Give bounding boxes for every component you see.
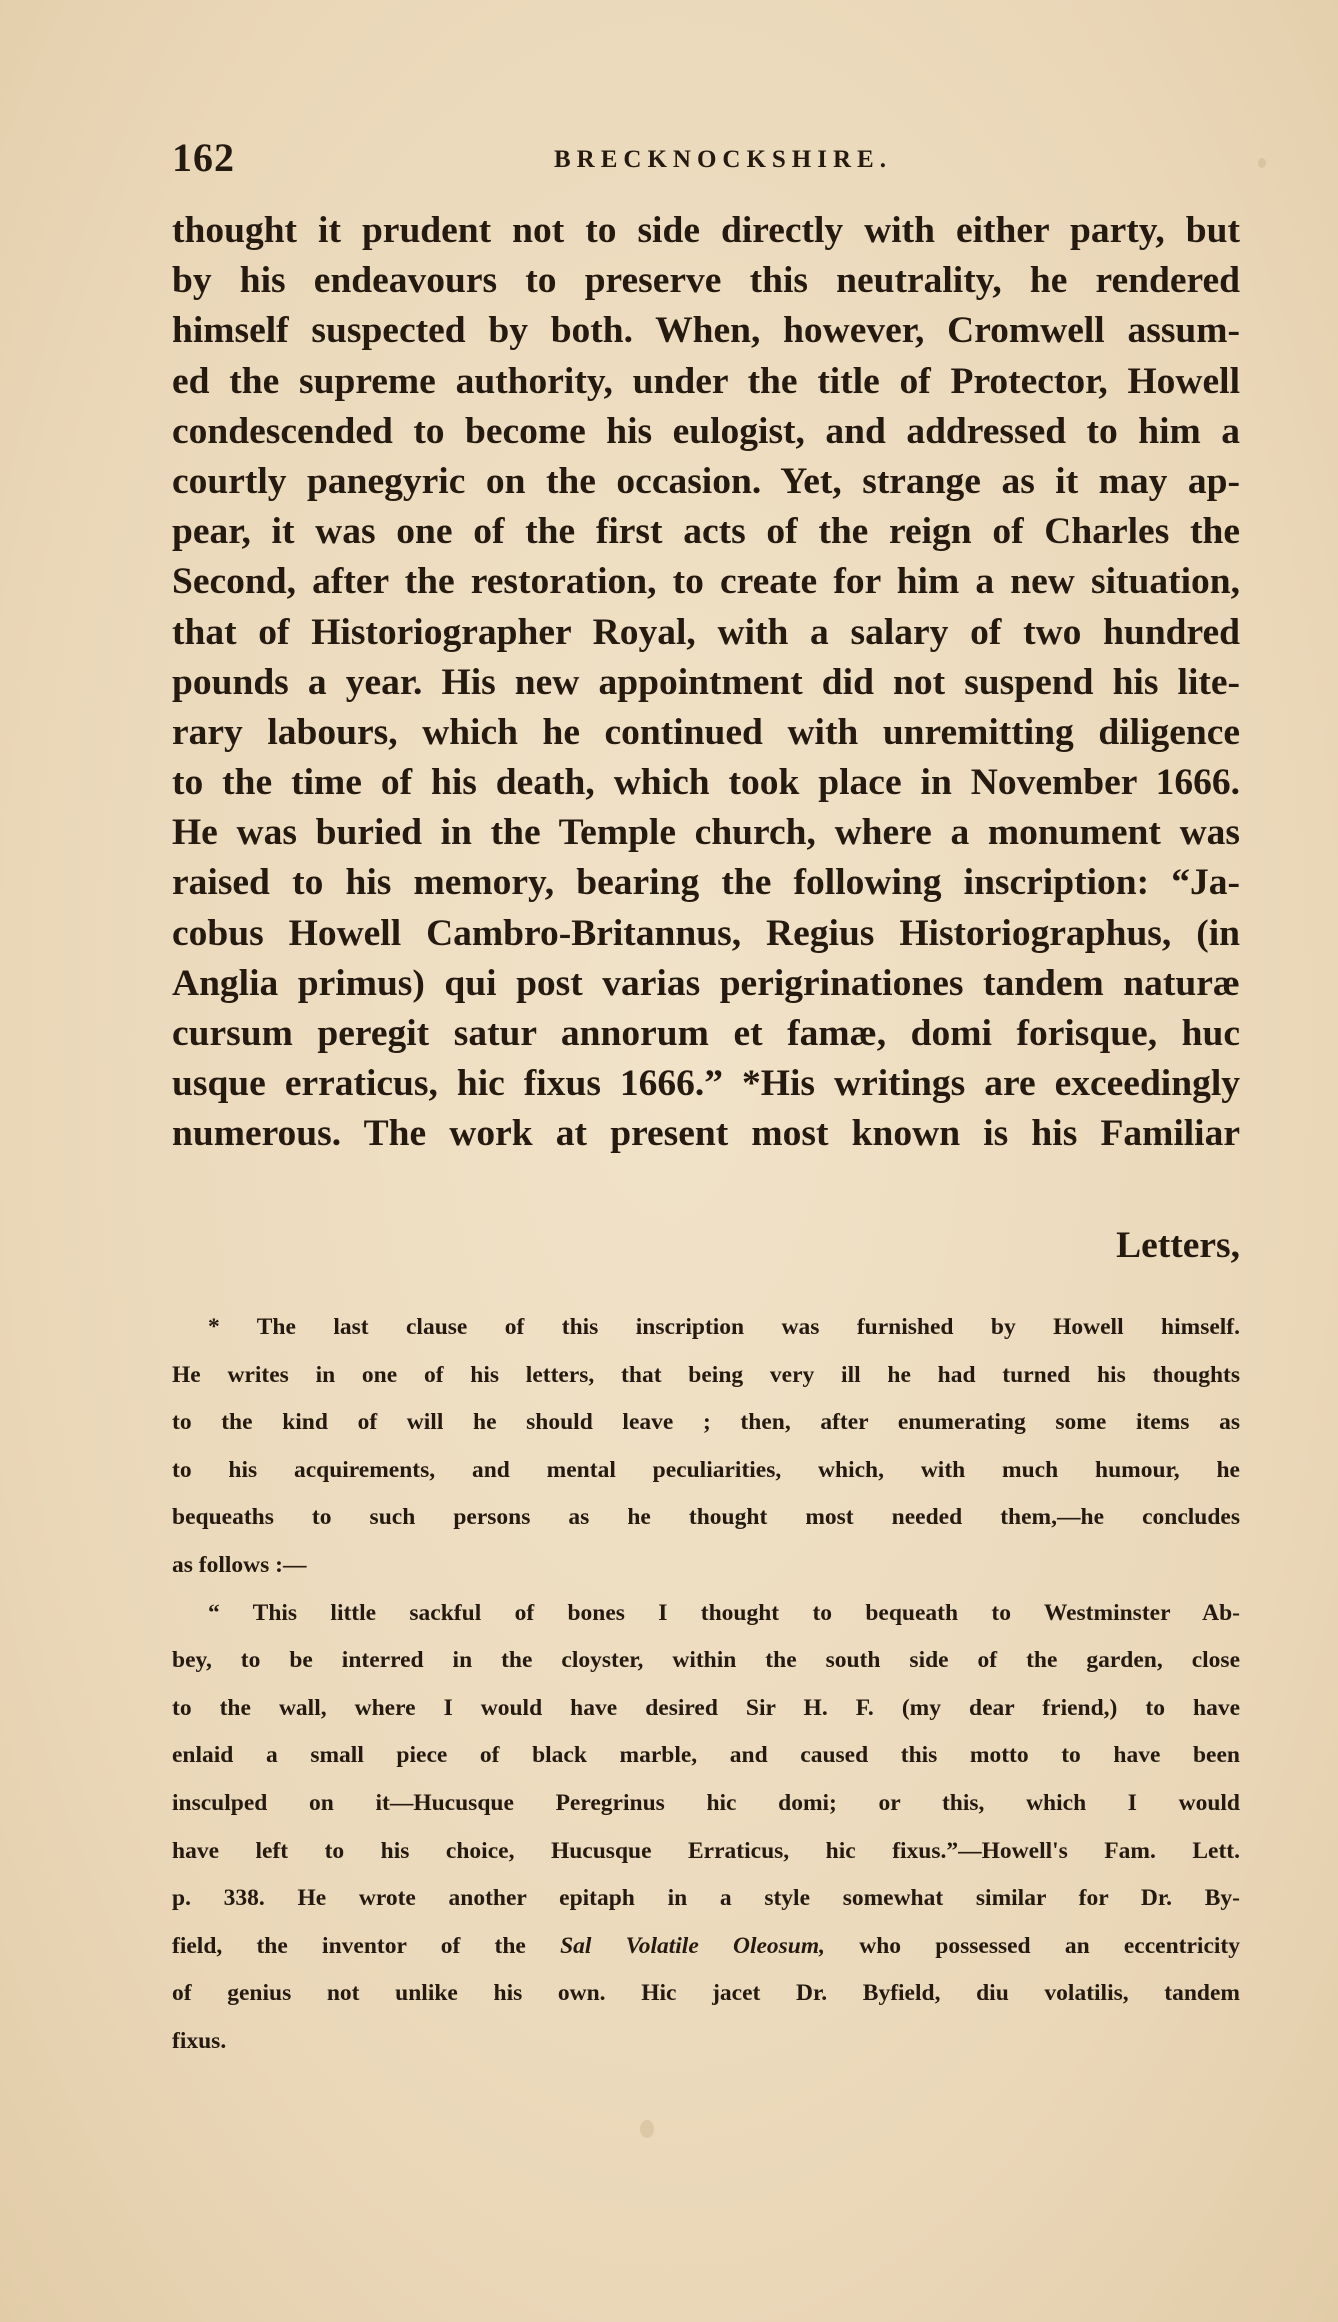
- page-number: 162: [172, 135, 235, 180]
- text-line: usque erraticus, hic fixus 1666.” *His writings are exceedingly: [172, 1063, 1240, 1105]
- footnote-line: * The last clause of this inscription was furnished by Howell himself.: [208, 1314, 1240, 1340]
- text-line: ed the supreme authority, under the title of Protector, Howell: [172, 360, 1240, 402]
- text-line: rary labours, which he continued with unremitting diligence: [172, 711, 1240, 753]
- text-line: condescended to become his eulogist, and addressed to him a: [172, 410, 1240, 452]
- text-line: to the time of his death, which took place in November 1666.: [172, 762, 1240, 804]
- footnote-line: enlaid a small piece of black marble, and caused this motto to have been: [172, 1742, 1240, 1769]
- running-title: BRECKNOCKSHIRE.: [554, 146, 892, 173]
- footnote-line: to the kind of will he should leave ; then, after enumerating some items as: [172, 1409, 1240, 1436]
- catchword: Letters,: [1116, 1225, 1240, 1266]
- text-line: himself suspected by both. When, however, Cromwell assum-: [172, 310, 1240, 352]
- footnote-line-italic: [172, 1923, 1240, 1971]
- footnote-line: to his acquirements, and mental peculiarities, which, with much humour, he: [172, 1456, 1240, 1483]
- text-line: by his endeavours to preserve this neutrality, he rendered: [172, 260, 1240, 302]
- footnote-line: have left to his choice, Hucusque Erraticus, hic fixus.”—Howell's Fam. Lett.: [172, 1837, 1240, 1864]
- footnote-text: who possessed an eccentricity: [825, 1932, 1240, 1959]
- main-text: [172, 206, 1240, 1160]
- text-line: pounds a year. His new appointment did not suspend his lite-: [172, 661, 1240, 703]
- footnote-line: “ This little sackful of bones I thought to bequeath to Westminster Ab-: [208, 1599, 1240, 1626]
- text-line: numerous. The work at present most known is his Familiar: [172, 1113, 1240, 1155]
- text-line: Second, after the restoration, to create for him a new situation,: [172, 561, 1240, 603]
- footnote-line: fixus.: [172, 2027, 227, 2054]
- footnote-italic-text: Sal Volatile Oleosum,: [560, 1932, 826, 1959]
- text-line: raised to his memory, bearing the following inscription: “Ja-: [172, 862, 1240, 904]
- footnote: [172, 1304, 1240, 2066]
- text-line: courtly panegyric on the occasion. Yet, strange as it may ap-: [172, 460, 1240, 502]
- text-line: Anglia primus) qui post varias perigrinationes tandem naturæ: [172, 962, 1240, 1004]
- paper-stain: [1258, 158, 1266, 168]
- footnote-line: insculped on it—Hucusque Peregrinus hic domi; or this, which I would: [172, 1789, 1240, 1816]
- text-line: thought it prudent not to side directly with either party, but: [172, 210, 1240, 251]
- footnote-line: of genius not unlike his own. Hic jacet Dr. Byfield, diu volatilis, tandem: [172, 1980, 1240, 2007]
- text-line: cobus Howell Cambro-Britannus, Regius Historiographus, (in: [172, 912, 1240, 954]
- footnote-line: bequeaths to such persons as he thought most needed them,—he concludes: [172, 1504, 1240, 1531]
- text-line: pear, it was one of the first acts of the reign of Charles the: [172, 511, 1240, 553]
- footnote-line: He writes in one of his letters, that being very ill he had turned his thoughts: [172, 1361, 1240, 1388]
- footnote-line: to the wall, where I would have desired Sir H. F. (my dear friend,) to have: [172, 1694, 1240, 1721]
- footnote-text: field, the inventor of the: [172, 1932, 561, 1959]
- text-line: cursum peregit satur annorum et famæ, domi forisque, huc: [172, 1013, 1240, 1054]
- paper-stain: [640, 2120, 654, 2138]
- footnote-line: as follows :—: [172, 1551, 307, 1578]
- text-line: He was buried in the Temple church, where a monument was: [172, 812, 1240, 854]
- page-header: [172, 134, 1240, 184]
- footnote-line: p. 338. He wrote another epitaph in a style somewhat similar for Dr. By-: [172, 1885, 1240, 1912]
- footnote-line: bey, to be interred in the cloyster, within the south side of the garden, close: [172, 1647, 1240, 1674]
- text-line: that of Historiographer Royal, with a salary of two hundred: [172, 611, 1240, 653]
